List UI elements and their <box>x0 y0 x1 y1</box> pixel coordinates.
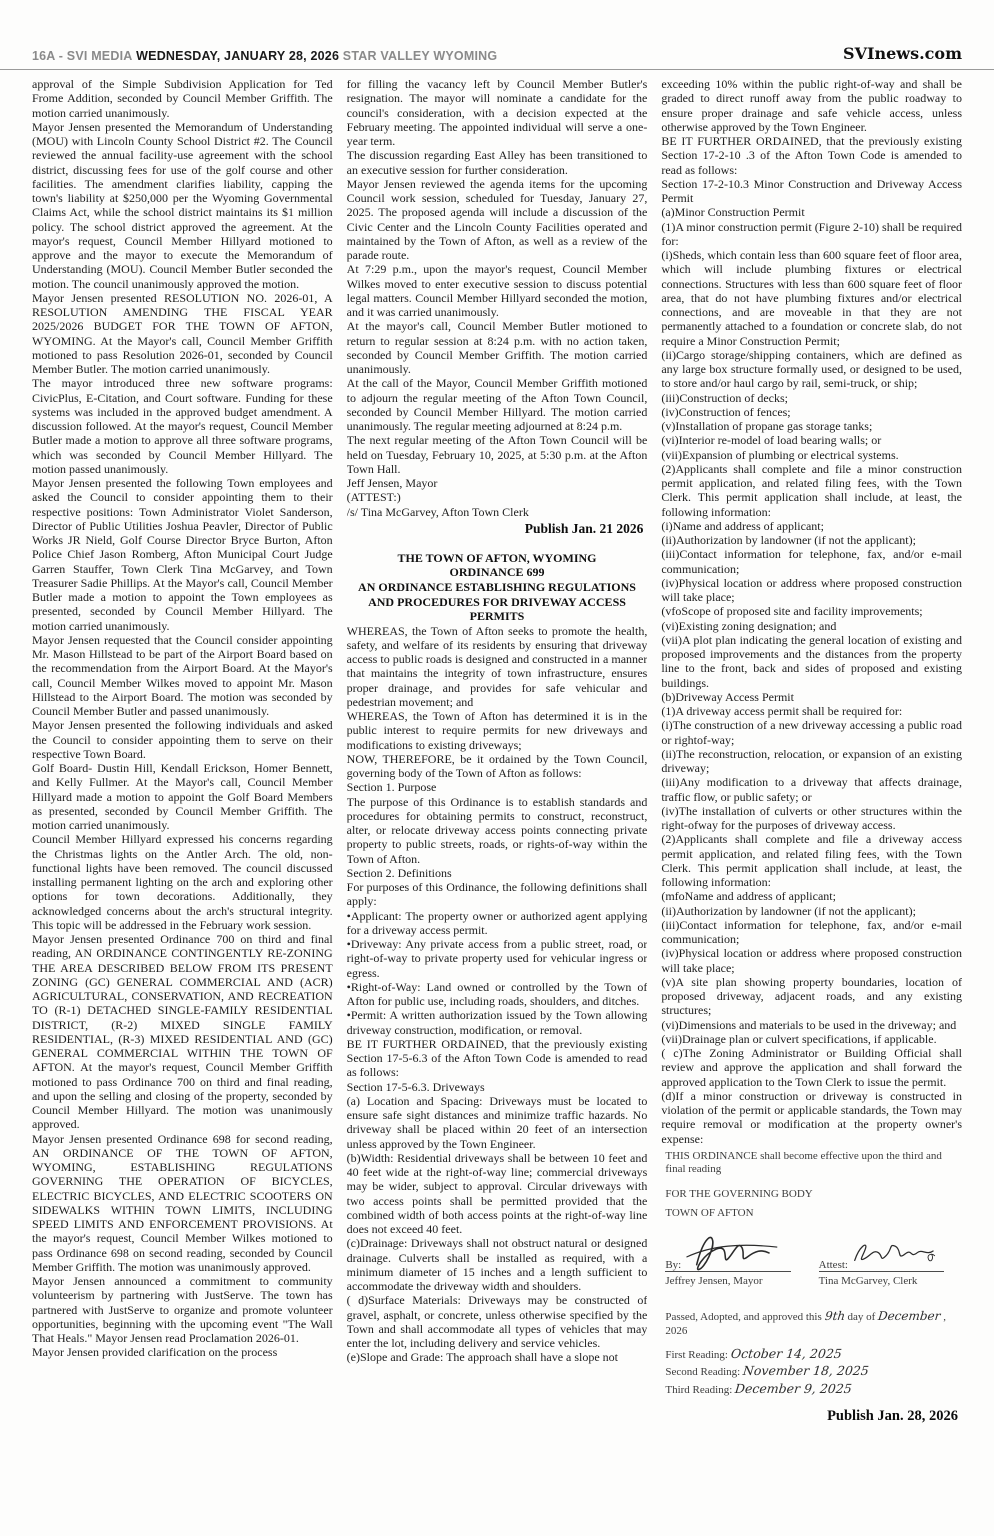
column-3-paragraphs <box>661 77 962 1146</box>
paragraph: (1)A driveway access permit shall be required for: <box>661 704 903 718</box>
paragraph: The mayor introduced three new software programs: CivicPlus, E-Citation, and Court software. Funding for these systems was included in the approved budget amendment. A discussion followed. At the mayor's request, Council Member Butler made a motion to approve all three software programs, which was seconded by Council Member Hillyard. The motion passed unanimously. <box>32 376 333 476</box>
paragraph: (e)Slope and Grade: The approach shall have a slope not <box>346 1350 619 1365</box>
first-reading-label: First Reading: <box>665 1348 728 1361</box>
paragraph: Mayor Jensen presented the following individuals and asked the Council to consider appointing them to serve on their respective Town Board. <box>32 718 333 761</box>
paragraph: (vi)Interior re-model of load bearing walls; or <box>661 433 882 448</box>
paragraph: Mayor Jensen presented Ordinance 700 on third and final reading, AN ORDINANCE CONTINGENTLY RE-ZONING THE AREA DESCRIBED BELOW FROM ITS PRESENT ZONING (GC) GENERAL COMMERCIAL AND (ACR) AGRICULTURAL, CONSERVATION, AND RECREATION TO (R-1) DETACHED SINGLE-FAMILY RESIDENTIAL DISTRICT, (R-2) MIXED SINGLE FAMILY RESIDENTIAL, (R-3) MIXED RESIDENTIAL AND (GC) GENERAL COMMERCIAL WITHIN THE TOWN OF AFTON. At the mayor's request, Council Member Griffith motioned to pass Ordinance 700 on third and final reading, and upon the selling and closing of the property, seconded by Council Member Hillyard. The motion was unanimously approved. <box>32 932 333 1132</box>
passed-day-handwritten: 9th <box>823 1308 846 1323</box>
passed-month-handwritten: December <box>877 1308 942 1323</box>
paragraph: Mayor Jensen requested that the Council consider appointing Mr. Mason Hillstead to be part of the Airport Board based on the recommendation from the Airport Board. At the Mayor's call, Council Member Wilkes moved to appoint Mr. Mason Hillstead to the Airport Board. The motion was seconded by Council Member Butler and passed unanimously. <box>32 632 333 718</box>
paragraph: (v)Installation of propane gas storage tanks; <box>661 419 873 433</box>
issue-location: STAR VALLEY WYOMING <box>342 49 498 63</box>
passed-suffix: , 2026 <box>665 1310 946 1337</box>
paragraph: At the mayor's call, Council Member Butler motioned to return to regular session at 8:24 p.m. with no action taken, seconded by Council Member Griffith. The motion carried unanimously. <box>346 319 648 376</box>
paragraph: Section 2. Definitions <box>346 865 452 880</box>
paragraph: The purpose of this Ordinance is to establish standards and procedures for obtaining permits to construct, reconstruct, alter, or relocate driveway access points connecting private property to public streets, roads, or rights-of-way within the Town of Afton. <box>346 794 648 866</box>
paragraph: (i)Sheds, which contain less than 600 square feet of floor area, which will include plumbing fixtures or electrical connections. Structures with less than 600 square feet of floor area, that do not have plumbing fixtures and/or electrical connections, and are moveable in that they are not permanently attached to a foundation or concrete slab, do not require a Minor Construction Permit; <box>661 248 963 348</box>
paragraph: (a)Minor Construction Permit <box>661 205 805 220</box>
effective-clause: THIS ORDINANCE shall become effective upon the third and final reading <box>665 1149 942 1175</box>
paragraph: (ii)Authorization by landowner (if not the applicant); <box>661 903 916 918</box>
page-label: 16A - SVI MEDIA <box>32 49 133 63</box>
paragraph: Mayor Jensen announced a commitment to community volunteerism by partnering with JustServe. The town has partnered with JustServe to organize and promote volunteer opportunities, beginning with the upcoming event "The Wall That Heals." Mayor Jensen read Proclamation 2026-01. <box>32 1274 333 1345</box>
paragraph: For purposes of this Ordinance, the following definitions shall apply: <box>346 880 648 909</box>
heading-line: AND PROCEDURES FOR DRIVEWAY ACCESS <box>368 594 626 609</box>
paragraph: •Applicant: The property owner or authorized agent applying for a driveway access permit. <box>346 908 648 937</box>
paragraph: (ii)Authorization by landowner (if not the applicant); <box>661 533 916 547</box>
site-url: SVInews.com <box>843 44 962 63</box>
paragraph: (ii)The reconstruction, relocation, or expansion of an existing driveway; <box>661 746 963 775</box>
first-reading-line <box>665 1346 962 1364</box>
paragraph: •Driveway: Any private access from a public street, road, or right-of-way to private property used for vehicular ingress or egress. <box>346 937 648 980</box>
paragraph: (vii)Expansion of plumbing or electrical systems. <box>661 447 899 462</box>
paragraph: Mayor Jensen provided clarification on the process <box>32 1345 278 1360</box>
second-reading-value-handwritten: November 18, 2025 <box>742 1363 870 1379</box>
issue-date: WEDNESDAY, JANUARY 28, 2026 <box>136 49 340 63</box>
publish-date-1: Publish Jan. 21 2026 <box>524 520 644 536</box>
paragraph: NOW, THEREFORE, be it ordained by the Town Council, governing body of the Town of Afton as follows: <box>346 751 648 781</box>
ordinance-adoption-block <box>661 1150 962 1399</box>
paragraph: (iv)Physical location or address where proposed construction will take place; <box>661 575 963 604</box>
mayor-signature-block <box>665 1234 790 1287</box>
attest-label: Attest: <box>818 1258 848 1271</box>
column-3 <box>661 77 962 1500</box>
paragraph: At the call of the Mayor, Council Member Griffith motioned to adjourn the regular meeting of the Afton Town Council, seconded by Council Member Hillyard. The motion carried unanimously. The regular meeting adjourned at 8:24 p.m. <box>346 376 648 433</box>
masthead-left <box>32 49 497 63</box>
paragraph: Mayor Jensen presented RESOLUTION NO. 2026-01, A RESOLUTION AMENDING THE FISCAL YEAR 2025/2026 BUDGET FOR THE TOWN OF AFTON, WYOMING. At the Mayor's call, Council Member Griffith motioned to pass Resolution 2026-01, seconded by Council Member Butler. The motion carried unanimously. <box>32 290 333 376</box>
by-label: By: <box>665 1258 682 1271</box>
paragraph: Golf Board- Dustin Hill, Kendall Erickson, Homer Bennett, and Kelly Fullmer. At the Mayor's call, Council Member Hillyard made a motion to appoint the Golf Board Members as presented, seconded by Council Member Griffith. The motion carried unanimously. <box>32 761 333 832</box>
clerk-signature <box>850 1231 944 1271</box>
paragraph: (iv)Construction of fences; <box>661 404 791 419</box>
publish-date-2: Publish Jan. 28, 2026 <box>827 1408 959 1425</box>
paragraph: /s/ Tina McGarvey, Afton Town Clerk <box>346 504 529 519</box>
paragraph: The next regular meeting of the Afton Town Council will be held on Tuesday, February 10, 2025, at 5:30 p.m. at the Afton Town Hall. <box>346 433 648 476</box>
signature-row <box>665 1234 962 1287</box>
paragraph: (iii)Contact information for telephone, fax, and/or e-mail communication; <box>661 917 963 946</box>
heading-line: AN ORDINANCE ESTABLISHING REGULATIONS <box>358 579 636 594</box>
paragraph: Section 17-2-10.3 Minor Construction and Driveway Access Permit <box>661 176 963 205</box>
paragraph: (2)Applicants shall complete and file a minor construction permit application, and related filing fees, with the Town Clerk. This permit application shall include, at least, the following information: <box>661 461 963 519</box>
paragraph: Section 1. Purpose <box>346 780 437 795</box>
passed-mid: day of <box>847 1310 876 1323</box>
paragraph: Mayor Jensen reviewed the agenda items for the upcoming Council work session, scheduled for Tuesday, January 27, 2025. The proposed agenda will include a discussion of the Civic Center and the Lincoln County Facilities operated and maintained by the Town of Afton, as well as a review of the parade route. <box>346 176 648 262</box>
paragraph: (ii)Cargo storage/shipping containers, which are defined as any large box structure formally used, or designed to be used, to store and/or haul cargo by rail, semi-truck, or ship; <box>661 347 963 391</box>
paragraph: (b)Driveway Access Permit <box>661 689 794 704</box>
paragraph: (d)If a minor construction or driveway is constructed in violation of the permit or applicable standards, the Town may require removal or modification at the property owner's expense: <box>661 1088 963 1146</box>
heading-line: ORDINANCE 699 <box>449 565 545 580</box>
paragraph: (mfoName and address of applicant; <box>661 889 836 904</box>
second-reading-label: Second Reading: <box>665 1366 741 1379</box>
paragraph: (iii)Contact information for telephone, fax, and/or e-mail communication; <box>661 547 963 576</box>
paragraph: The discussion regarding East Alley has been transitioned to an executive session for further consideration. <box>346 148 648 177</box>
paragraph: (v)A site plan showing property boundaries, location of proposed driveway, adjacent roads, and any existing structures; <box>661 974 963 1018</box>
paragraph: BE IT FURTHER ORDAINED, that the previously existing Section 17-5-6.3 of the Afton Town Code is amended to read as follows: <box>346 1036 648 1080</box>
governing-body-line: FOR THE GOVERNING BODY <box>665 1187 813 1200</box>
heading-line: THE TOWN OF AFTON, WYOMING <box>397 550 597 565</box>
town-line: TOWN OF AFTON <box>665 1206 754 1219</box>
clerk-name: Tina McGarvey, Clerk <box>818 1274 918 1287</box>
mayor-signature <box>683 1231 790 1271</box>
clerk-signature-block <box>819 1234 944 1287</box>
paragraph: (b)Width: Residential driveways shall be between 10 feet and 40 feet wide at the right-of-way line; commercial driveways may be wider, subject to approval. Circular driveways with two access points shall be permitted provided that the combined width of both access points at the right-of-way line does not exceed 40 feet. <box>346 1150 648 1237</box>
paragraph: At 7:29 p.m., upon the mayor's request, Council Member Wilkes moved to enter executive session to discuss potential legal matters. Council Member Hillyard seconded the motion, and it was carried unanimously. <box>346 262 648 319</box>
paragraph: (iii)Construction of decks; <box>661 390 788 405</box>
column-2 <box>347 77 648 1500</box>
paragraph: (i)The construction of a new driveway accessing a public road or rightof-way; <box>661 718 963 747</box>
paragraph: (vfoScope of proposed site and facility improvements; <box>661 604 923 619</box>
column-1 <box>32 77 333 1500</box>
passed-prefix: Passed, Adopted, and approved this <box>665 1310 822 1323</box>
ordinance-699-heading <box>347 551 648 624</box>
paragraph: (vi)Dimensions and materials to be used in the driveway; and <box>661 1017 957 1032</box>
paragraph: BE IT FURTHER ORDAINED, that the previously existing Section 17-2-10 .3 of the Afton Town Code is amended to read as follows: <box>661 134 963 177</box>
ordinance-heading-lines <box>347 551 648 624</box>
paragraph: (iii)Any modification to a driveway that affects drainage, traffic flow, or public safety; or <box>661 775 963 804</box>
paragraph: ( d)Surface Materials: Driveways may be constructed of gravel, asphalt, or concrete, unless otherwise specified by the Town and shall accommodate all types of vehicles that may enter the lot, including delivery and service vehicles. <box>346 1293 648 1351</box>
paragraph: WHEREAS, the Town of Afton seeks to promote the health, safety, and welfare of its residents by ensuring that driveway access to public roads is designed and constructed in a manner that maintains the integrity of town infrastructure, ensures proper drainage, and provides for safe vehicular and pedestrian movement; and <box>346 623 648 709</box>
paragraph: (2)Applicants shall complete and file a driveway access permit application, and related filing fees, with the Town Clerk. This permit application shall include, at least, the following information: <box>661 832 963 889</box>
column-1-paragraphs <box>32 77 333 1360</box>
paragraph: •Permit: A written authorization issued by the Town allowing driveway construction, modification, or removal. <box>346 1008 648 1037</box>
paragraph: Council Member Hillyard expressed his concerns regarding the Christmas lights on the Antler Arch. The old, non-functional lights have been removed. The council discussed installing permanent lighting on the arch and exploring other options for town decorations. Additionally, they acknowledged concerns about the arch's structural integrity. This topic will be addressed in the February work session. <box>32 832 333 932</box>
article-columns <box>0 70 994 1500</box>
paragraph: (ATTEST:) <box>346 490 401 505</box>
second-reading-line <box>665 1363 962 1381</box>
paragraph: (i)Name and address of applicant; <box>661 518 824 533</box>
third-reading-line <box>665 1381 962 1399</box>
paragraph: ( c)The Zoning Administrator or Building Official shall review and approve the application and shall forward the approved application to the Town Clerk to issue the permit. <box>661 1046 963 1089</box>
paragraph: (1)A minor construction permit (Figure 2-10) shall be required for: <box>661 219 963 248</box>
paragraph: Mayor Jensen presented the Memorandum of Understanding (MOU) with Lincoln County School District #2. The Council reviewed the annual facility-use agreement with the school district, discussing fees for use of the golf course and other facilities. The amendment clarifies liability, capping the town's liability at $250,000 per the Wyoming Governmental Claims Act, while the school district maintains its $1 million policy. The school district approved the agreement. At the mayor's request, Council Member Hillyard motioned to approve and the mayor to execute the Memorandum of Understanding (MOU). Council Member Butler seconded the motion. The council unanimously approved the motion. <box>32 119 333 291</box>
passed-adopted-line <box>665 1309 962 1338</box>
first-reading-value-handwritten: October 14, 2025 <box>729 1345 843 1361</box>
paragraph: (a) Location and Spacing: Driveways must be located to ensure safe sight distances and minimize traffic hazards. No driveway shall be placed within 20 feet of an intersection unless approved by the Town Engineer. <box>346 1093 648 1151</box>
masthead <box>0 0 994 70</box>
column-2-paragraphs-bottom <box>347 624 648 1365</box>
paragraph: for filling the vacancy left by Council Member Butler's resignation. The mayor will nominate a candidate for the council's consideration, with a decision expected at the February meeting. The appointed individual will serve a one-year term. <box>346 77 648 148</box>
paragraph: Jeff Jensen, Mayor <box>346 476 438 490</box>
paragraph: Mayor Jensen presented Ordinance 698 for second reading, AN ORDINANCE OF THE TOWN OF AFTON, WYOMING, ESTABLISHING REGULATIONS GOVERNING THE OPERATION OF BICYCLES, ELECTRIC BICYCLES, AND ELECTRIC SCOOTERS ON SIDEWALKS WITHIN TOWN LIMITS, INCLUDING SPEED LIMITS AND ENFORCEMENT PROVISIONS. At the mayor's request, Council Member Wilkes motioned to pass Ordinance 698 on second reading, seconded by Council Member Griffith. The motion was unanimously approved. <box>32 1131 333 1274</box>
paragraph: approval of the Simple Subdivision Application for Ted Frome Addition, seconded by Council Member Griffith. The motion carried unanimously. <box>32 77 333 120</box>
paragraph: (c)Drainage: Driveways shall not obstruct natural or designed drainage. Culverts shall be installed as required, with a minimum diameter of 15 inches and a length sufficient to accommodate the driveway width and shoulders. <box>346 1236 648 1294</box>
paragraph: (iv)Physical location or address where proposed construction will take place; <box>661 946 963 975</box>
heading-line: PERMITS <box>469 609 525 624</box>
paragraph: (vii)A plot plan indicating the general location of existing and proposed improvements and the distances from the property line to the front, back and sides of proposed and existing buildings. <box>661 632 963 690</box>
paragraph: (vii)Drainage plan or culvert specifications, if applicable. <box>661 1031 937 1046</box>
paragraph: (vi)Existing zoning designation; and <box>661 618 837 633</box>
paragraph: •Right-of-Way: Land owned or controlled by the Town of Afton for public use, including roads, shoulders, and ditches. <box>346 979 648 1009</box>
paragraph: WHEREAS, the Town of Afton has determined it is in the public interest to require permits for new driveways and modifications to existing driveways; <box>346 709 648 752</box>
paragraph: Section 17-5-6.3. Driveways <box>346 1079 485 1094</box>
column-2-paragraphs-top <box>347 77 648 519</box>
third-reading-value-handwritten: December 9, 2025 <box>734 1380 853 1396</box>
mayor-name: Jeffrey Jensen, Mayor <box>665 1274 763 1287</box>
paragraph: Mayor Jensen presented the following Town employees and asked the Council to consider appointing them to their respective positions: Town Administrator Violet Sanderson, Director of Public Utilities Joshua Peavler, Director of Public Works JR Nield, Golf Course Director Bryce Burton, Afton Police Chief Jason Romberg, Afton Municipal Court Judge Garren Stauffer, Town Clerk Tina McGarvey, and Town Treasurer Sadie Phillips. At the Mayor's call, Council Member Butler made a motion to appoint the Town employees as presented, seconded by Council Member Hillyard. The motion carried unanimously. <box>32 476 333 633</box>
paragraph: (iv)The installation of culverts or other structures within the right-ofway for the purposes of driveway access. <box>661 803 963 832</box>
paragraph: exceeding 10% within the public right-of-way and shall be graded to direct runoff away from the public roadway to ensure proper drainage and safe vehicle access, unless otherwise approved by the Town Engineer. <box>661 77 963 134</box>
third-reading-label: Third Reading: <box>665 1383 733 1396</box>
